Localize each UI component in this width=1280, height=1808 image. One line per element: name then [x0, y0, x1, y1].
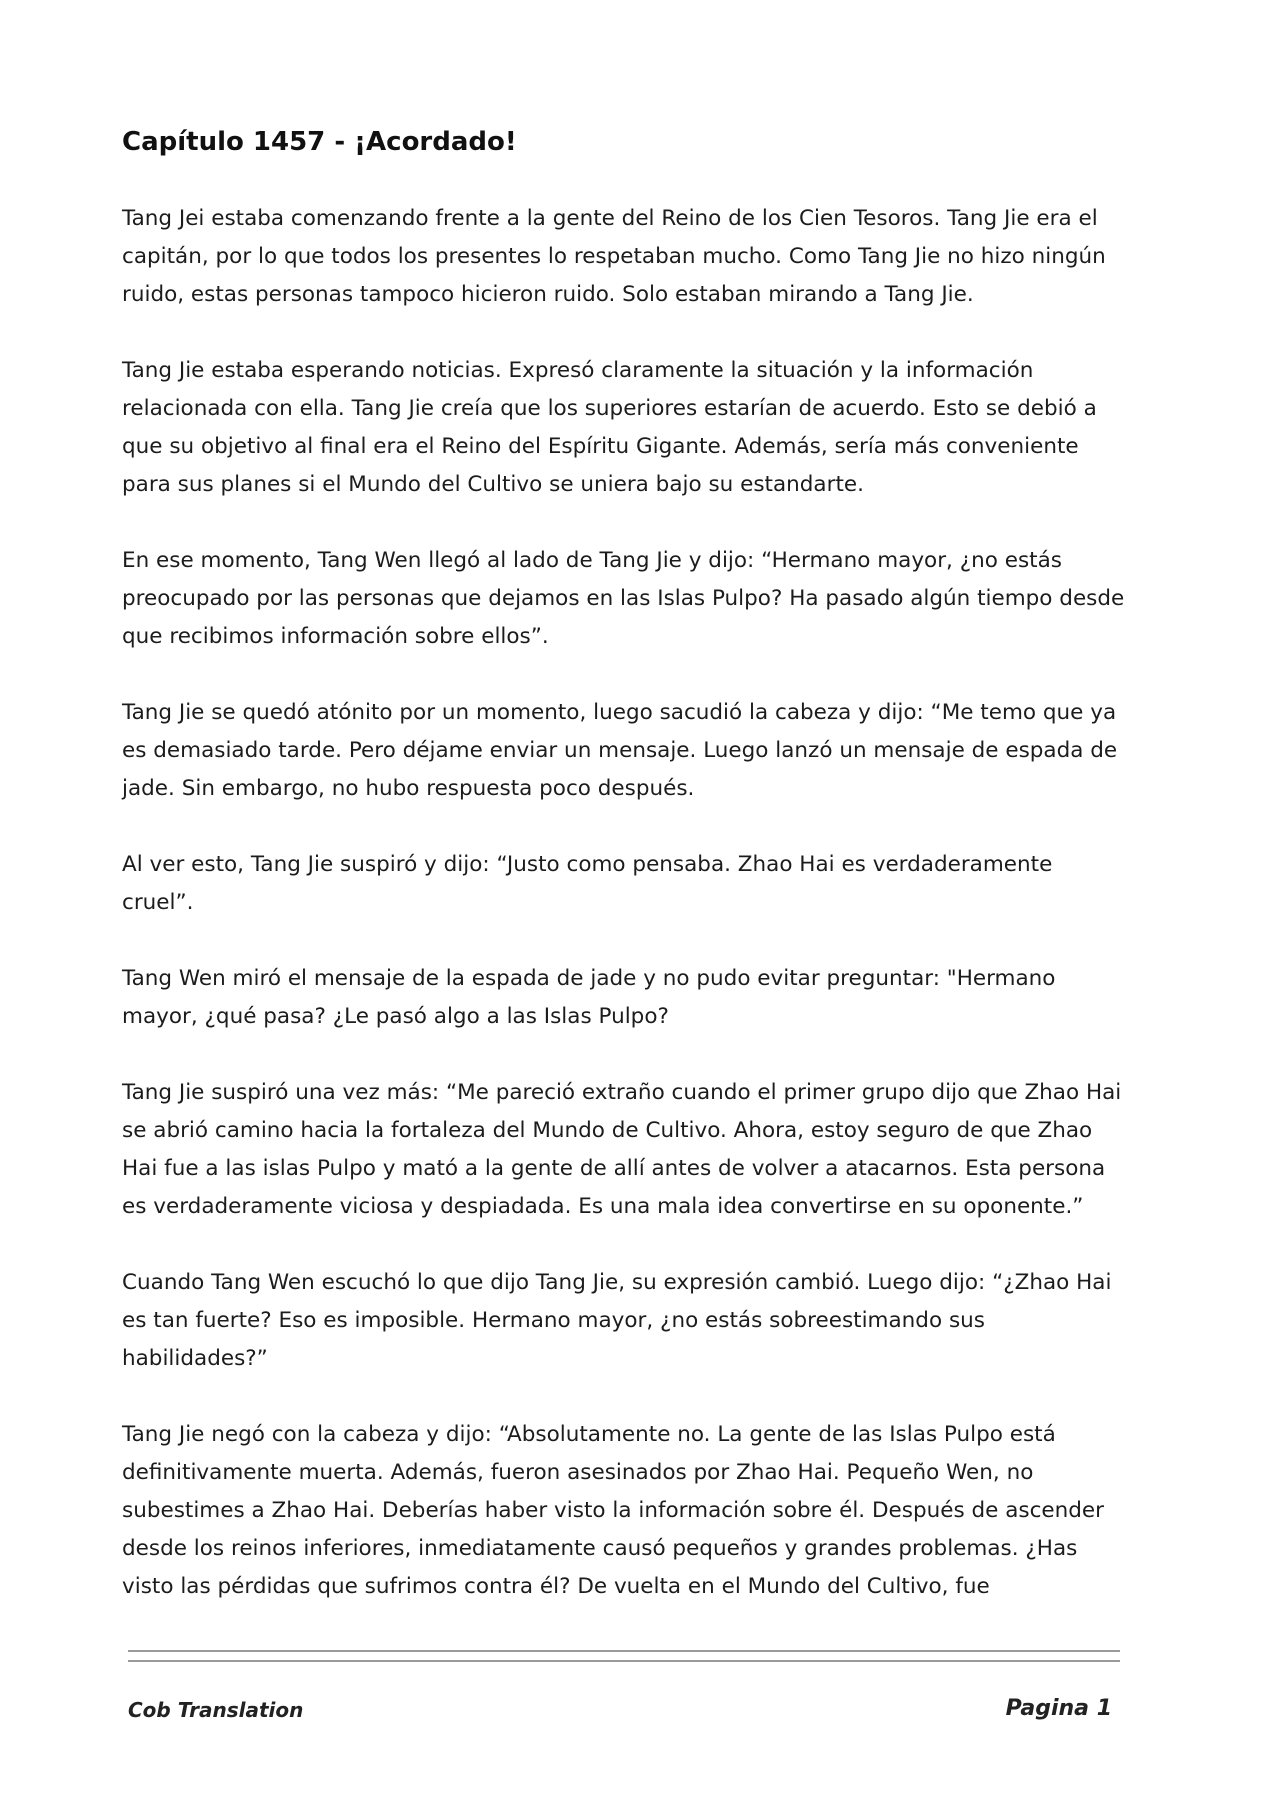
- paragraph-4: Tang Jie se quedó atónito por un momento, luego sacudió la cabeza y dijo: “Me temo que ya es demasiado tarde. Pero déjame enviar un mensaje. Luego lanzó un mensaje de espada de jade. Sin embargo, no hubo respuesta poco después.: [122, 700, 1118, 801]
- paragraph-1: Tang Jei estaba comenzando frente a la gente del Reino de los Cien Tesoros. Tang Jie era el capitán, por lo que todos los presentes lo respetaban mucho. Como Tang Jie no hizo ningún ruido, estas personas tampoco hicieron ruido. Solo estaban mirando a Tang Jie.: [122, 206, 1106, 307]
- paragraph-7: Tang Jie suspiró una vez más: “Me pareció extraño cuando el primer grupo dijo que Zhao Hai se abrió camino hacia la fortaleza del Mundo de Cultivo. Ahora, estoy seguro de que Zhao Hai fue a las islas Pulpo y mató a la gente de allí antes de volver a atacarnos. Esta persona es verdaderamente viciosa y despiadada. Es una mala idea convertirse en su oponente.”: [122, 1080, 1122, 1219]
- chapter-title: Capítulo 1457 - ¡Acordado!: [122, 127, 517, 157]
- footer-translator: Cob Translation: [128, 1698, 304, 1722]
- footer-rule-top: [128, 1650, 1120, 1652]
- footer-page-number: Pagina 1: [1005, 1696, 1112, 1721]
- paragraph-8: Cuando Tang Wen escuchó lo que dijo Tang Jie, su expresión cambió. Luego dijo: “¿Zhao Hai es tan fuerte? Eso es imposible. Hermano mayor, ¿no estás sobreestimando sus habilidades?”: [122, 1270, 1112, 1371]
- document-body: [122, 124, 1127, 1644]
- footer-divider: [128, 1650, 1120, 1670]
- paragraph-2: Tang Jie estaba esperando noticias. Expresó claramente la situación y la información relacionada con ella. Tang Jie creía que los superiores estarían de acuerdo. Esto se debió a que su objetivo al final era el Reino del Espíritu Gigante. Además, sería más conveniente para sus planes si el Mundo del Cultivo se uniera bajo su estandarte.: [122, 358, 1097, 497]
- footer-rule-bottom: [128, 1660, 1120, 1662]
- paragraph-3: En ese momento, Tang Wen llegó al lado de Tang Jie y dijo: “Hermano mayor, ¿no estás preocupado por las personas que dejamos en las Islas Pulpo? Ha pasado algún tiempo desde que recibimos información sobre ellos”.: [122, 548, 1125, 649]
- paragraph-6: Tang Wen miró el mensaje de la espada de jade y no pudo evitar preguntar: "Hermano mayor, ¿qué pasa? ¿Le pasó algo a las Islas Pulpo?: [122, 966, 1056, 1029]
- paragraph-9: Tang Jie negó con la cabeza y dijo: “Absolutamente no. La gente de las Islas Pulpo está definitivamente muerta. Además, fueron asesinados por Zhao Hai. Pequeño Wen, no subestimes a Zhao Hai. Deberías haber visto la información sobre él. Después de ascender desde los reinos inferiores, inmediatamente causó pequeños y grandes problemas. ¿Has visto las pérdidas que sufrimos contra él? De vuelta en el Mundo del Cultivo, fue: [122, 1422, 1104, 1599]
- paragraph-5: Al ver esto, Tang Jie suspiró y dijo: “Justo como pensaba. Zhao Hai es verdaderamente cruel”.: [122, 852, 1053, 915]
